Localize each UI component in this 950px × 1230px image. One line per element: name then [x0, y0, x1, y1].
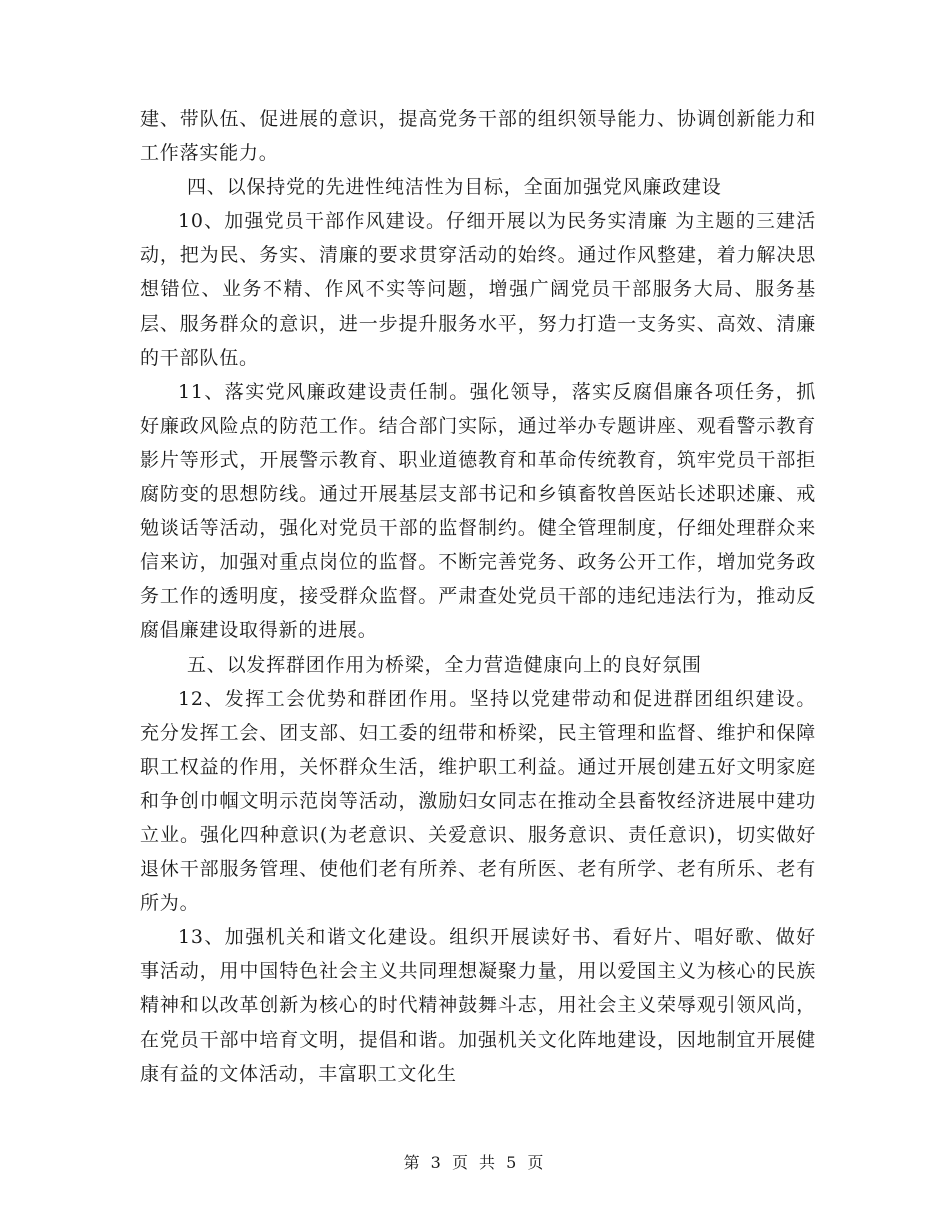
section-heading-5: 五、以发挥群团作用为桥梁，全力营造健康向上的良好氛围: [187, 653, 702, 676]
paragraph-10: 10、加强党员干部作风建设。仔细开展以为民务实清廉 为主题的三建活动，把为民、务实、清廉的要求贯穿活动的始终。通过作风整建，着力解决思想错位、业务不精、作风不实等问题，增强广阔党员干部服务大局、服务基层、服务群众的意识，进一步提升服务水平，努力打造一支务实、高效、清廉的干部队伍。: [140, 210, 816, 369]
document-body: [140, 102, 816, 1091]
page-number-label: 第 3 页 共 5 页: [403, 1153, 547, 1172]
paragraph-12: 12、发挥工会优势和群团作用。坚持以党建带动和促进群团组织建设。充分发挥工会、团支部、妇工委的纽带和桥梁，民主管理和监督、维护和保障职工权益的作用，关怀群众生活，维护职工利益。通过开展创建五好文明家庭和争创巾帼文明示范岗等活动，激励妇女同志在推动全县畜牧经济进展中建功立业。强化四种意识(为老意识、关爱意识、服务意识、责任意识)，切实做好退休干部服务管理、使他们老有所养、老有所医、老有所学、老有所乐、老有所为。: [140, 687, 816, 915]
page-footer: [0, 1150, 950, 1173]
paragraph-13: 13、加强机关和谐文化建设。组织开展读好书、看好片、唱好歌、做好事活动，用中国特色社会主义共同理想凝聚力量，用以爱国主义为核心的民族精神和以改革创新为核心的时代精神鼓舞斗志，用社会主义荣辱观引领风尚，在党员干部中培育文明，提倡和谐。加强机关文化阵地建设，因地制宜开展健康有益的文体活动，丰富职工文化生: [140, 926, 816, 1085]
section-heading-4: 四、以保持党的先进性纯洁性为目标，全面加强党风廉政建设: [187, 176, 722, 199]
paragraph-continuation: 建、带队伍、促进展的意识，提高党务干部的组织领导能力、协调创新能力和工作落实能力。: [140, 108, 816, 165]
paragraph-11: 11、落实党风廉政建设责任制。强化领导，落实反腐倡廉各项任务，抓好廉政风险点的防范工作。结合部门实际，通过举办专题讲座、观看警示教育影片等形式，开展警示教育、职业道德教育和革命传统教育，筑牢党员干部拒腐防变的思想防线。通过开展基层支部书记和乡镇畜牧兽医站长述职述廉、戒勉谈话等活动，强化对党员干部的监督制约。健全管理制度，仔细处理群众来信来访，加强对重点岗位的监督。不断完善党务、政务公开工作，增加党务政务工作的透明度，接受群众监督。严肃查处党员干部的违纪违法行为，推动反腐倡廉建设取得新的进展。: [140, 380, 816, 642]
